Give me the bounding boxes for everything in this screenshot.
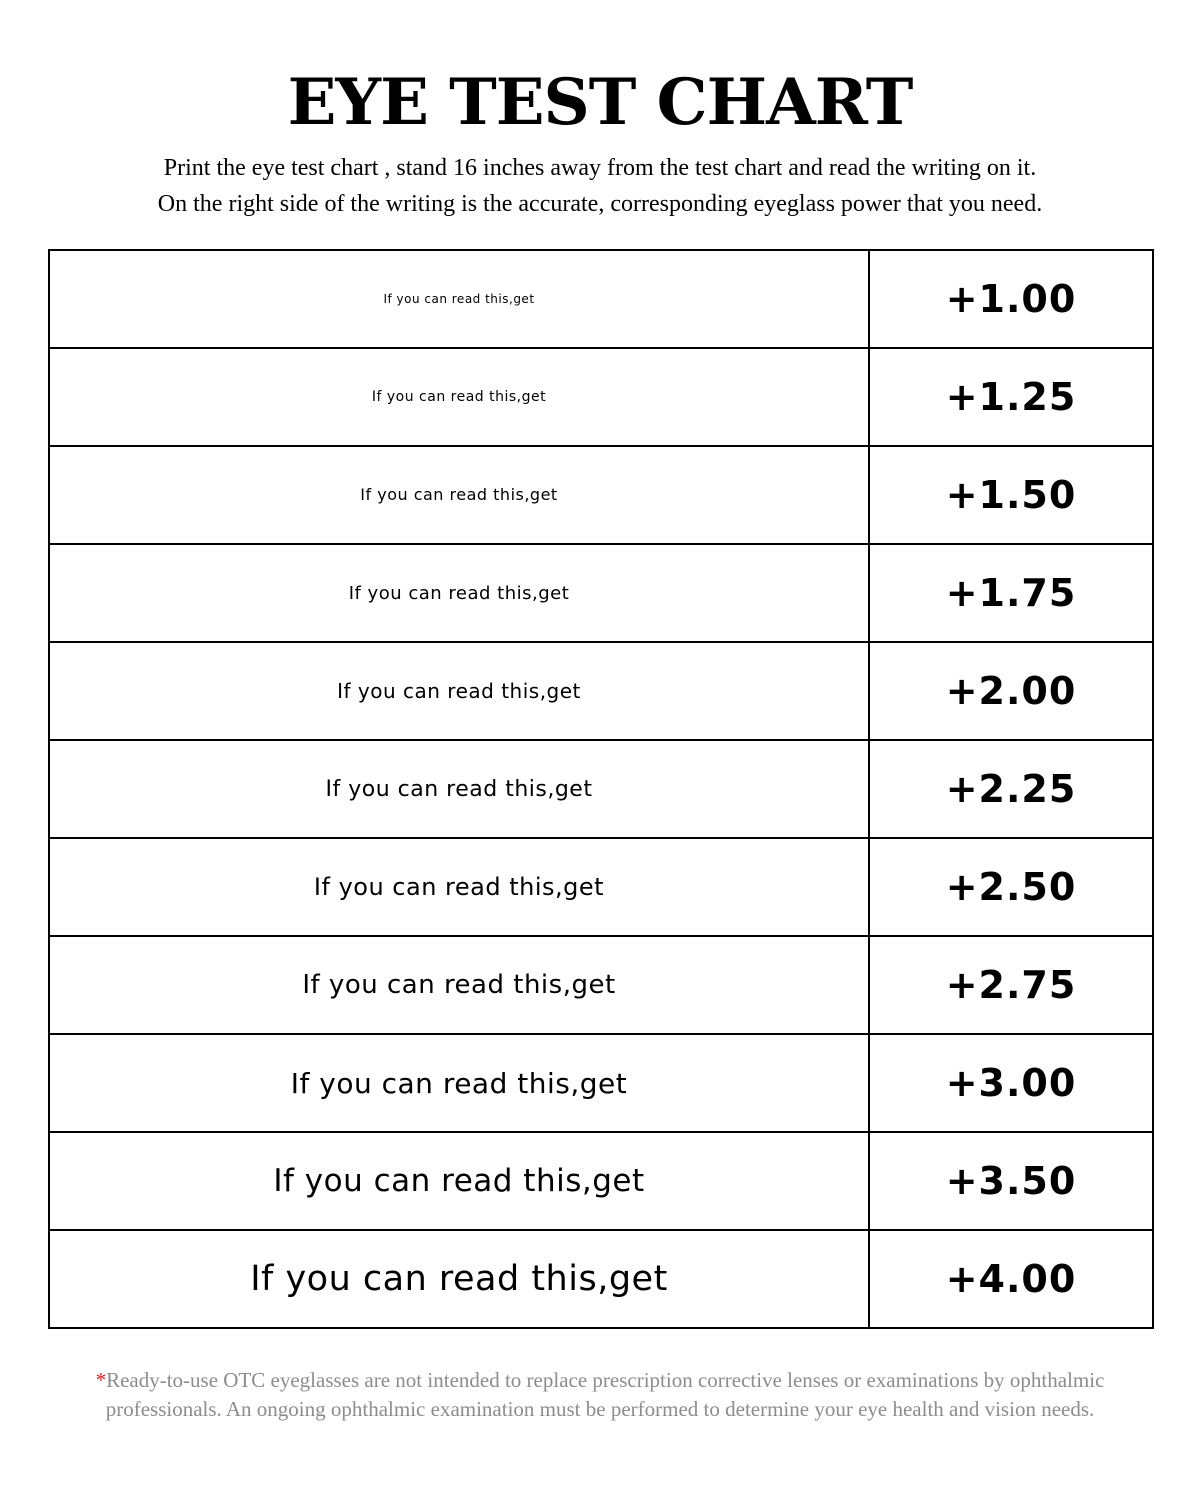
lens-power: +4.00 bbox=[945, 1257, 1077, 1301]
read-text-cell bbox=[49, 446, 869, 544]
lens-power: +1.00 bbox=[945, 277, 1077, 321]
asterisk-mark: * bbox=[95, 1368, 107, 1392]
power-cell bbox=[869, 936, 1153, 1034]
power-cell bbox=[869, 1034, 1153, 1132]
read-text-cell bbox=[49, 1034, 869, 1132]
lens-power: +2.50 bbox=[945, 865, 1077, 909]
table-row bbox=[49, 1034, 1153, 1132]
read-text: If you can read this,get bbox=[273, 1163, 645, 1199]
table-row bbox=[49, 250, 1153, 348]
read-text-cell bbox=[49, 250, 869, 348]
read-text-cell bbox=[49, 838, 869, 936]
power-cell bbox=[869, 642, 1153, 740]
lens-power: +2.75 bbox=[945, 963, 1077, 1007]
page-title: EYE TEST CHART bbox=[287, 65, 913, 140]
lens-power: +1.25 bbox=[945, 375, 1077, 419]
table-row bbox=[49, 446, 1153, 544]
read-text: If you can read this,get bbox=[371, 389, 547, 405]
read-text: If you can read this,get bbox=[383, 292, 535, 306]
read-text: If you can read this,get bbox=[348, 582, 570, 604]
read-text-cell bbox=[49, 936, 869, 1034]
instructions-line-2: On the right side of the writing is the accurate, corresponding eyeglass power that you need. bbox=[157, 191, 1043, 217]
table-row bbox=[49, 1132, 1153, 1230]
table-row bbox=[49, 838, 1153, 936]
power-cell bbox=[869, 446, 1153, 544]
lens-power: +3.50 bbox=[945, 1159, 1077, 1203]
instructions-line-1: Print the eye test chart , stand 16 inches away from the test chart and read the writing on it. bbox=[163, 155, 1037, 181]
table-row bbox=[49, 642, 1153, 740]
power-cell bbox=[869, 740, 1153, 838]
power-cell bbox=[869, 1230, 1153, 1328]
read-text: If you can read this,get bbox=[290, 1066, 628, 1100]
instructions bbox=[40, 150, 1160, 222]
read-text-cell bbox=[49, 1230, 869, 1328]
table-row bbox=[49, 740, 1153, 838]
read-text-cell bbox=[49, 544, 869, 642]
power-cell bbox=[869, 1132, 1153, 1230]
read-text: If you can read this,get bbox=[302, 970, 616, 1000]
eye-test-table bbox=[48, 249, 1154, 1329]
table-row bbox=[49, 1230, 1153, 1328]
power-cell bbox=[869, 838, 1153, 936]
table-row bbox=[49, 936, 1153, 1034]
read-text: If you can read this,get bbox=[337, 679, 581, 703]
table-row bbox=[49, 348, 1153, 446]
lens-power: +1.50 bbox=[945, 473, 1077, 517]
lens-power: +2.25 bbox=[945, 767, 1077, 811]
lens-power: +2.00 bbox=[945, 669, 1077, 713]
lens-power: +1.75 bbox=[945, 571, 1077, 615]
read-text-cell bbox=[49, 740, 869, 838]
power-cell bbox=[869, 544, 1153, 642]
read-text-cell bbox=[49, 642, 869, 740]
read-text-cell bbox=[49, 348, 869, 446]
power-cell bbox=[869, 348, 1153, 446]
table-row bbox=[49, 544, 1153, 642]
disclaimer-text: Ready-to-use OTC eyeglasses are not intended to replace prescription corrective lenses or examinations by ophthalmic professionals. An ongoing ophthalmic examination must be performed to determine your eye health and vision needs. bbox=[105, 1368, 1105, 1421]
disclaimer bbox=[60, 1366, 1140, 1424]
read-text: If you can read this,get bbox=[250, 1259, 668, 1299]
read-text: If you can read this,get bbox=[313, 873, 605, 901]
read-text-cell bbox=[49, 1132, 869, 1230]
power-cell bbox=[869, 250, 1153, 348]
lens-power: +3.00 bbox=[945, 1061, 1077, 1105]
read-text: If you can read this,get bbox=[360, 485, 558, 504]
read-text: If you can read this,get bbox=[325, 776, 593, 802]
